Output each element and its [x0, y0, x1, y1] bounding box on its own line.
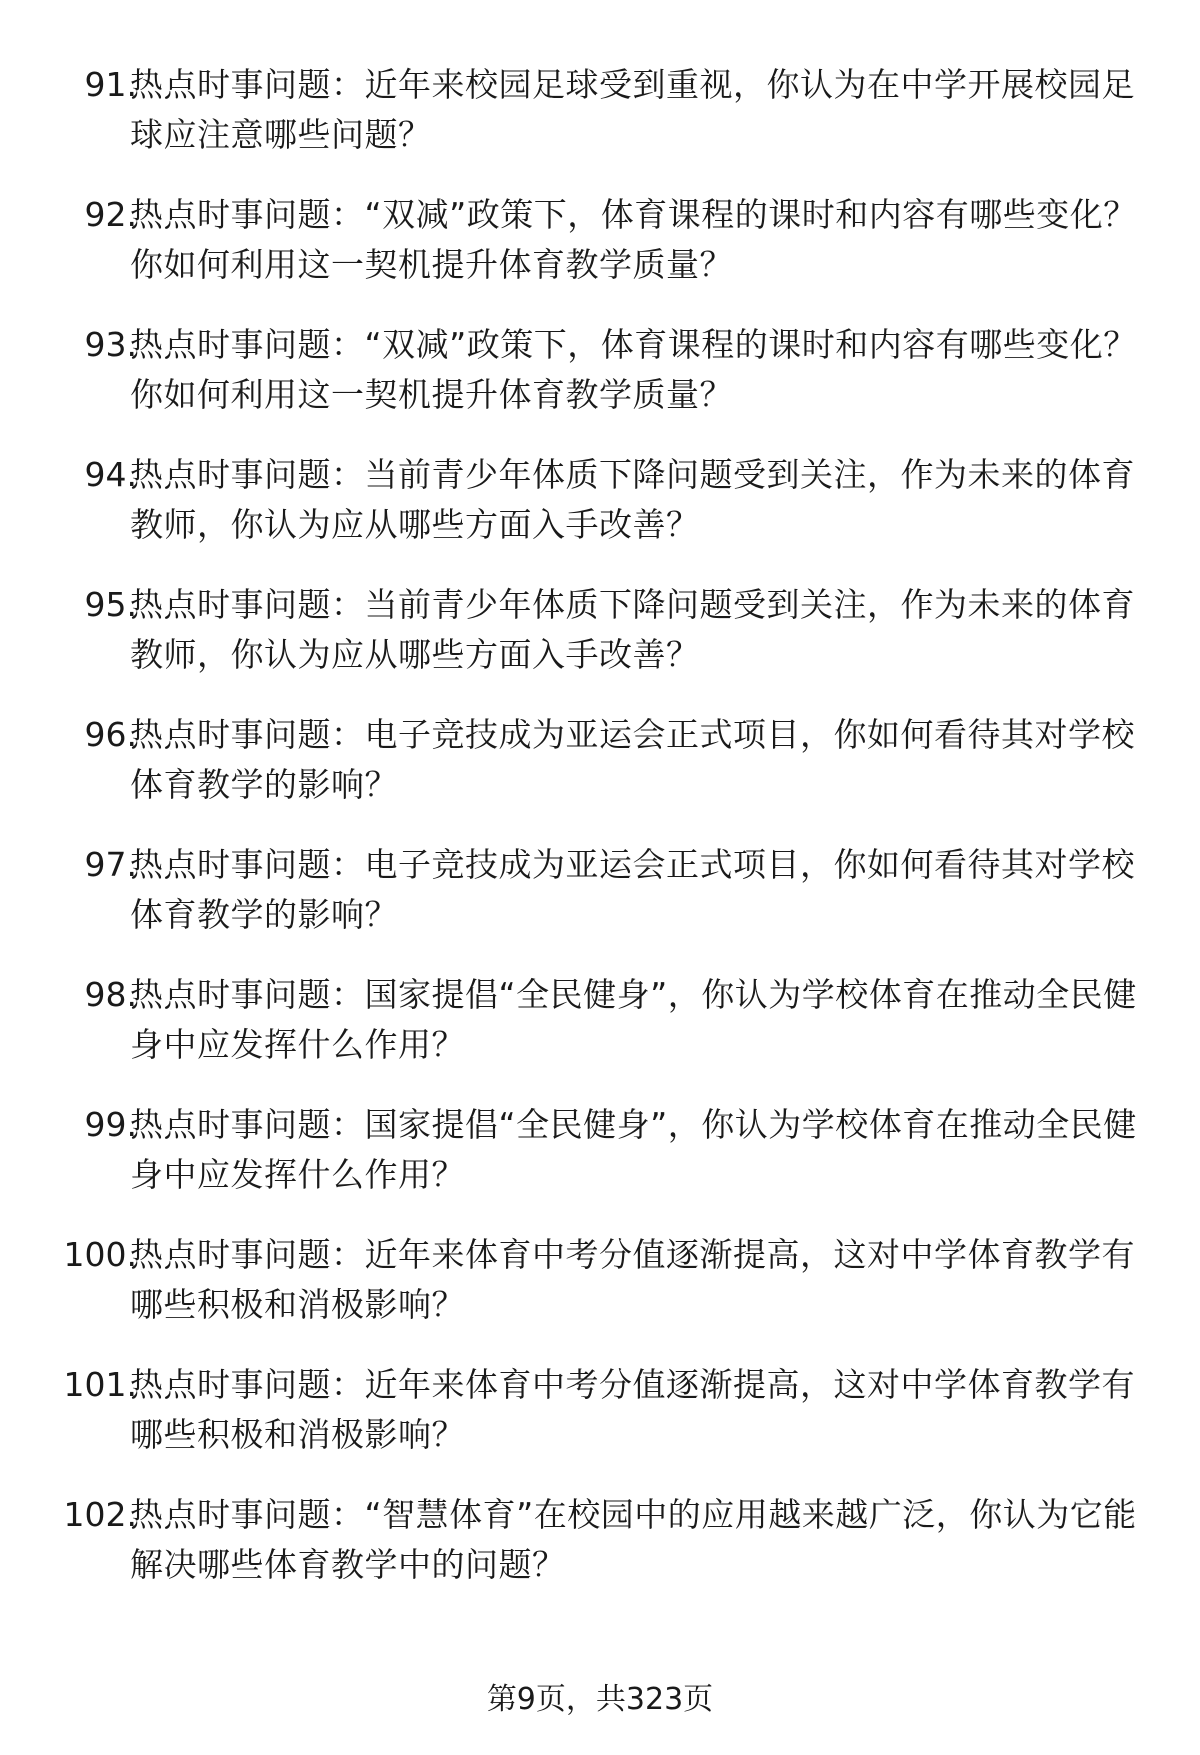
question-number: 96. — [84, 715, 137, 754]
question-text: 热点时事问题：近年来校园足球受到重视，你认为在中学开展校园足球应注意哪些问题？ — [130, 65, 1135, 154]
question-number: 95. — [84, 585, 137, 624]
question-number: 97. — [84, 845, 137, 884]
question-text: 热点时事问题：“智慧体育”在校园中的应用越来越广泛，你认为它能解决哪些体育教学中的问题？ — [130, 1495, 1137, 1584]
question-number: 93. — [84, 325, 137, 364]
question-text: 热点时事问题：国家提倡“全民健身”，你认为学校体育在推动全民健身中应发挥什么作用？ — [130, 1105, 1137, 1194]
question-text: 热点时事问题：国家提倡“全民健身”，你认为学校体育在推动全民健身中应发挥什么作用？ — [130, 975, 1137, 1064]
question-text: 热点时事问题：当前青少年体质下降问题受到关注，作为未来的体育教师，你认为应从哪些方面入手改善？ — [130, 455, 1135, 544]
question-item — [0, 52, 1200, 182]
question-number: 91. — [84, 65, 137, 104]
question-text: 热点时事问题：“双减”政策下，体育课程的课时和内容有哪些变化？你如何利用这一契机提升体育教学质量？ — [130, 325, 1137, 414]
question-number: 100. — [63, 1235, 137, 1274]
question-item — [0, 1352, 1200, 1482]
question-number: 101. — [63, 1365, 137, 1404]
question-text: 热点时事问题：近年来体育中考分值逐渐提高，这对中学体育教学有哪些积极和消极影响？ — [130, 1365, 1135, 1454]
question-item — [0, 832, 1200, 962]
question-number: 92. — [84, 195, 137, 234]
question-item — [0, 182, 1200, 312]
question-number: 98. — [84, 975, 137, 1014]
question-number: 94. — [84, 455, 137, 494]
question-text: 热点时事问题：电子竞技成为亚运会正式项目，你如何看待其对学校体育教学的影响？ — [130, 845, 1135, 934]
question-item — [0, 702, 1200, 832]
question-item — [0, 1222, 1200, 1352]
question-item — [0, 1092, 1200, 1222]
question-text: 热点时事问题：“双减”政策下，体育课程的课时和内容有哪些变化？你如何利用这一契机提升体育教学质量？ — [130, 195, 1137, 284]
question-item — [0, 1482, 1200, 1612]
question-number: 102. — [63, 1495, 137, 1534]
question-text: 热点时事问题：电子竞技成为亚运会正式项目，你如何看待其对学校体育教学的影响？ — [130, 715, 1135, 804]
question-item — [0, 572, 1200, 702]
question-text: 热点时事问题：当前青少年体质下降问题受到关注，作为未来的体育教师，你认为应从哪些方面入手改善？ — [130, 585, 1135, 674]
question-list — [0, 52, 1200, 1612]
question-text: 热点时事问题：近年来体育中考分值逐渐提高，这对中学体育教学有哪些积极和消极影响？ — [130, 1235, 1135, 1324]
question-item — [0, 962, 1200, 1092]
question-number: 99. — [84, 1105, 137, 1144]
question-item — [0, 442, 1200, 572]
question-item — [0, 312, 1200, 442]
page-footer: 第9页，共323页 — [486, 1682, 714, 1717]
